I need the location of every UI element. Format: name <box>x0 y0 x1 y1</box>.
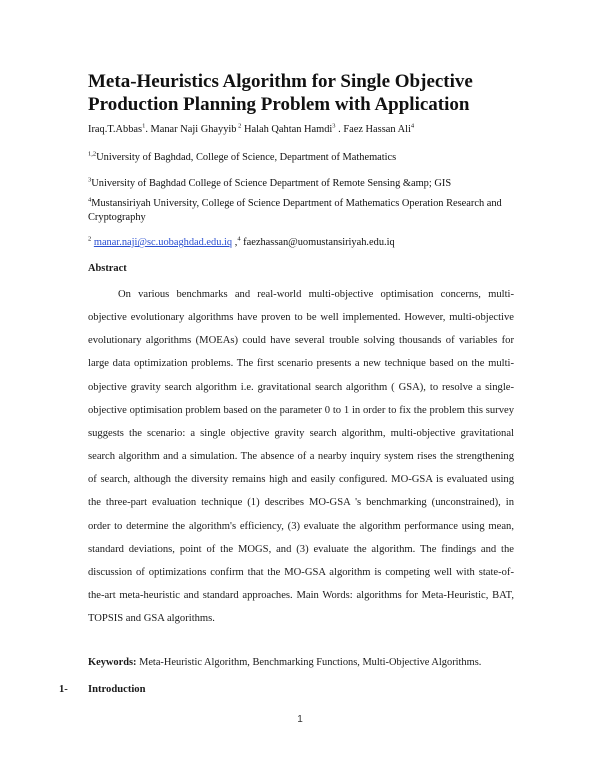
email-text: faezhassan@uomustansiriyah.edu.iq <box>240 237 395 248</box>
author-superscript: 4 <box>410 122 415 130</box>
author-separator: . <box>145 124 151 135</box>
affiliation <box>88 197 518 225</box>
author-name: Manar Naji Ghayyib <box>150 124 237 135</box>
section-heading <box>59 684 146 695</box>
author-superscript: 2 <box>236 122 242 130</box>
email-link[interactable]: manar.naji@sc.uobaghdad.edu.iq <box>93 237 233 248</box>
keywords-text: Meta-Heuristic Algorithm, Benchmarking Functions, Multi-Objective Algorithms. <box>136 657 482 668</box>
keywords-label: Keywords: <box>88 657 137 668</box>
author-separator: . <box>335 124 344 135</box>
section-number: 1- <box>59 684 68 695</box>
author-name: Halah Qahtan Hamdi <box>241 124 333 135</box>
affiliation-superscript: 4 <box>88 196 92 204</box>
email-superscript: 2 <box>88 235 92 243</box>
keywords-line <box>88 657 481 668</box>
email-superscript: 4 <box>237 235 241 243</box>
section-title: Introduction <box>88 684 146 695</box>
author-superscript: 3 <box>332 122 336 130</box>
affiliation <box>88 177 518 191</box>
abstract-heading: Abstract <box>88 263 127 274</box>
author-name: Iraq.T.Abbas <box>88 124 143 135</box>
abstract-body: On various benchmarks and real-world multi-objective optimisation concerns, multi-objective evolutionary algorithms have proven to be well implemented. However, multi-objective evolutionary algorithms (MOEAs) could have several trouble solving thousands of variables for large data optimization problems. The first scenario presents a new technique based on the multi-objective gravity search algorithm i.e. gravitational search algorithm ( GSA), to resolve a single-objective optimisation problem based on the parameter 0 to 1 in order to fix the problem this survey suggests the scenario: a single objective gravity search algorithm, multi-objective gravitational search algorithm and a simulation. The absence of a nearby inquiry system rises the strengthening of search, although the diversity remains high and easily configured. MO-GSA is evaluated using the three-part evaluation technique (1) describes MO-GSA 's benchmarking (unconstrained), in order to determine the algorithm's efficiency, (3) evaluate the algorithm performance using mean, standard deviations, point of the MOGS, and (3) evaluate the algorithm. The findings and the discussion of optimizations confirm that the MO-GSA algorithm is competing well with state-of-the-art meta-heuristic and standard approaches. Main Words: algorithms for Meta-Heuristic, BAT, TOPSIS and GSA algorithms. <box>88 289 514 625</box>
affiliation-superscript: 1,2 <box>88 150 97 158</box>
email-line <box>88 237 395 248</box>
paper-title: Meta-Heuristics Algorithm for Single Objective Production Planning Problem with Application <box>88 71 473 115</box>
author-line <box>88 124 414 135</box>
affiliation-text: University of Baghdad College of Science Department of Remote Sensing &amp; GIS <box>91 178 452 189</box>
affiliation-text: Mustansiriyah University, College of Science Department of Mathematics Operation Research and Cryptography <box>88 198 502 223</box>
affiliation-superscript: 3 <box>88 176 92 184</box>
email-separator: , <box>232 237 238 248</box>
affiliation <box>88 151 518 165</box>
affiliation-text: University of Baghdad, College of Science, Department of Mathematics <box>96 152 397 163</box>
page-number: 1 <box>297 714 303 725</box>
author-superscript: 1 <box>142 122 146 130</box>
author-name: Faez Hassan Ali <box>343 124 411 135</box>
